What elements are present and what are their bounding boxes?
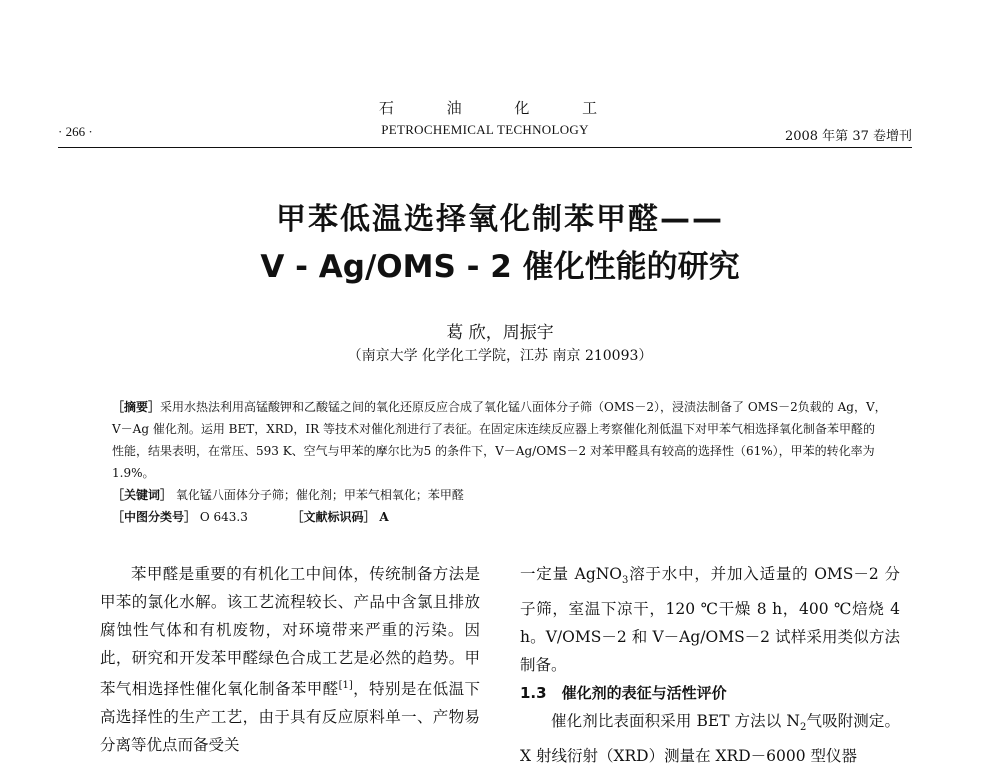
keywords-label: ［关键词］	[112, 488, 173, 502]
affiliation: （南京大学 化学化工学院，江苏 南京 210093）	[347, 348, 653, 364]
class-value: O 643.3	[199, 510, 248, 524]
body-text: 气吸附测定。X 射线衍射（XRD）测量在 XRD－6000 型仪器	[520, 712, 900, 766]
header-rule	[58, 147, 912, 148]
body-text: 苯甲醛是重要的有机化工中间体，传统制备方法是甲苯的氯化水解。该工艺流程较长、产品中含氯且排放腐蚀性气体和有机废物，对环境带来严重的污染。因此，研究和开发苯甲醛绿色合成工艺是必然的趋势。甲苯气相选择性催化氧化制备苯甲醛	[100, 565, 480, 699]
keywords	[112, 486, 464, 503]
title-line-1: 甲苯低温选择氧化制苯甲醛——	[276, 202, 724, 237]
abstract-text: 采用水热法利用高锰酸钾和乙酸锰之间的氧化还原反应合成了氧化锰八面体分子筛（OMS－2），浸渍法制备了 OMS－2负载的 Ag，V，V－Ag 催化剂。运用 BET，XRD，IR 等技术对催化剂进行了表征。在固定床连续反应器上考察催化剂低温下对甲苯气相选择氧化制备苯甲醛的性能，结果表明，在常压、593 K、空气与甲苯的摩尔比为5 的条件下，V－Ag/OMS－2 对苯甲醛具有较高的选择性（61%），甲苯的转化率为 1.9%。	[112, 400, 887, 480]
class-label: ［中图分类号］	[112, 510, 197, 524]
body-paragraph-intro	[100, 560, 480, 759]
doc-code-value: A	[379, 510, 389, 524]
body-right-column	[520, 560, 900, 770]
body-text: 催化剂比表面积采用 BET 方法以 N	[551, 712, 800, 731]
journal-name-en: PETROCHEMICAL TECHNOLOGY	[381, 122, 589, 137]
body-text: ，特别是在低温下高选择性的生产工艺，由于具有反应原料单一、产物易分离等优点而备受关	[100, 680, 480, 755]
authors: 葛 欣，周振宇	[446, 323, 554, 343]
abstract	[112, 396, 887, 484]
citation-ref: [1]	[338, 680, 353, 691]
subscript: 3	[622, 575, 629, 587]
issue-info: 2008 年第 37 卷增刊	[784, 129, 912, 144]
abstract-label: ［摘要］	[112, 400, 161, 414]
title-line-2: V - Ag/OMS - 2 催化性能的研究	[260, 249, 740, 285]
classification	[112, 508, 389, 525]
page-number: · 266 ·	[58, 124, 93, 139]
body-left-column	[100, 560, 480, 759]
body-paragraph-characterization	[520, 707, 900, 770]
journal-name-cn: 石 油 化 工	[378, 99, 622, 117]
body-text: 溶于水中，并加入适量的 OMS－2 分子筛，室温下凉干，120 ℃干燥 8 h，400 ℃焙烧 4 h。V/OMS－2 和 V－Ag/OMS－2 试样采用类似方法制备。	[520, 565, 900, 675]
doc-code-label: ［文献标识码］	[291, 510, 376, 524]
running-header	[58, 122, 912, 144]
section-heading: 1.3 催化剂的表征与活性评价	[520, 684, 727, 703]
body-text: 一定量 AgNO	[520, 565, 623, 583]
keywords-text: 氧化锰八面体分子筛；催化剂；甲苯气相氧化；苯甲醛	[175, 488, 464, 502]
body-paragraph-prep	[520, 560, 900, 679]
subscript: 2	[799, 722, 807, 734]
